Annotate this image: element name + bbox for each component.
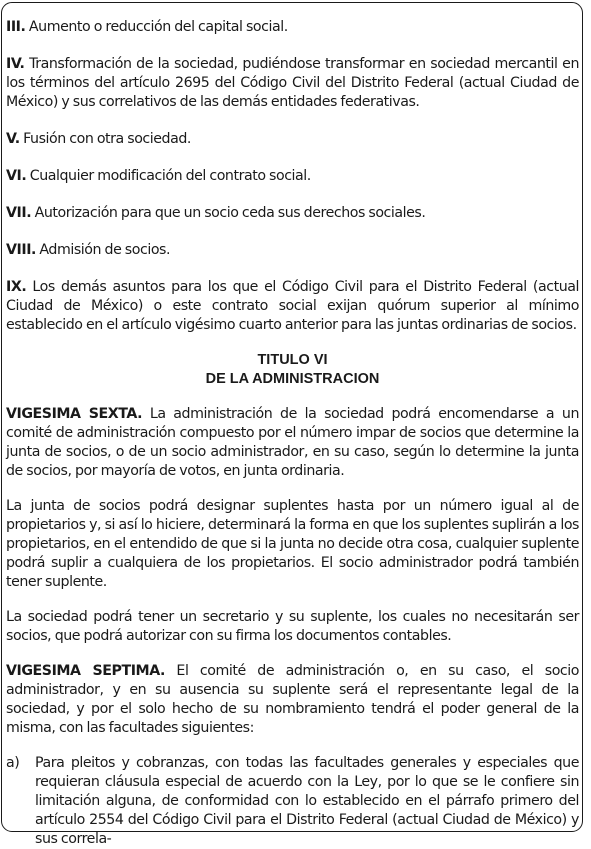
paragraph-secretario: La sociedad podrá tener un secretario y su suplente, los cuales no necesitarán ser socios, que podrá autorizar con su firma los documentos contables. [6,609,579,644]
clause-vii [6,204,579,223]
clause-text: Transformación de la sociedad, pudiéndose transformar en sociedad mercantil en los términos del artículo 2695 del Código Civil del Distrito Federal (actual Ciudad de México) y sus correlativos de las demás entidades federativas. [6,56,579,110]
article-label: VIGESIMA SEXTA. [6,406,143,422]
paragraph-suplentes: La junta de socios podrá designar suplentes hasta por un número igual al de propietarios y, si así lo hiciere, determinará la forma en que los suplentes suplirán a los propietarios, en el entendido de que si la junta no decide otra cosa, cualquier suplente podrá suplir a cualquiera de los propietarios. El socio administrador podrá también tener suplente. [6,498,579,590]
clause-ix [6,278,579,335]
clause-iv [6,55,579,112]
clause-number: VI. [6,168,27,184]
clause-number: V. [6,131,20,147]
clause-text: Autorización para que un socio ceda sus derechos sociales. [31,205,426,221]
article-vigesima-sexta [6,405,579,481]
list-marker: a) [6,755,20,771]
clause-text: Admisión de socios. [35,242,171,258]
clause-number: VIII. [6,242,36,258]
clause-number: IX. [6,279,27,295]
section-title-line1: TITULO VI [257,352,328,368]
list-item-text: Para pleitos y cobranzas, con todas las facultades generales y especiales que requieran cláusula especial de acuerdo con la Ley, por lo que se le confiere sin limitación alguna, de conformidad con lo establecido en el párrafo primero del artículo 2554 del Código Civil para el Distrito Federal (actual Ciudad de México) y sus correla- [35,755,579,847]
article-text: El comité de administración o, en su caso, el socio administrador, y en su ausencia su suplente será el representante legal de la sociedad, y por el solo hecho de su nombramiento tendrá el poder general de la misma, con las facultades siguientes: [6,663,579,736]
section-title-line2: DE LA ADMINISTRACION [205,371,380,387]
clause-number: III. [6,19,26,35]
document-body [6,18,579,849]
clause-text: Aumento o reducción del capital social. [25,19,288,35]
clause-viii [6,241,579,260]
article-text: La administración de la sociedad podrá encomendarse a un comité de administración compuesto por el número impar de socios que determine la junta de socios, o de un socio administrador, en su caso, según lo determine la junta de socios, por mayoría de votos, en junta ordinaria. [6,406,579,479]
section-title [6,351,579,389]
clause-vi [6,167,579,186]
article-label: VIGESIMA SEPTIMA. [6,663,165,679]
list-item-a [6,754,579,849]
clause-number: VII. [6,205,32,221]
clause-number: IV. [6,56,25,72]
article-vigesima-septima [6,662,579,738]
clause-text: Los demás asuntos para los que el Código Civil para el Distrito Federal (actual Ciudad de México) o este contrato social exijan quórum superior al mínimo establecido en el artículo vigésimo cuarto anterior para las juntas ordinarias de socios. [6,279,579,333]
clause-text: Cualquier modificación del contrato social. [26,168,311,184]
clause-text: Fusión con otra sociedad. [19,131,191,147]
clause-v [6,130,579,149]
clause-iii [6,18,579,37]
